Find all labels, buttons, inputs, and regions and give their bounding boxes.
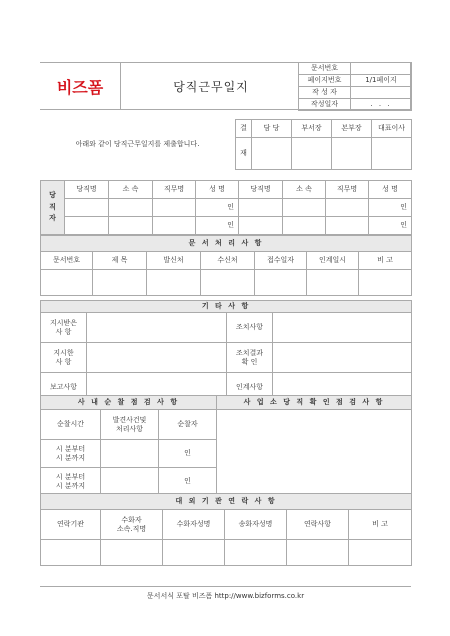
- meta-value[interactable]: 1/1페이지: [351, 75, 412, 87]
- approval-header: 대표이사: [372, 120, 412, 138]
- duty-header: 당직명: [65, 181, 109, 199]
- doc-processing-cell[interactable]: [307, 270, 359, 296]
- patrol-header: 순찰시간: [41, 410, 101, 440]
- duty-cell[interactable]: [283, 217, 326, 235]
- seal-mark: 인: [196, 217, 239, 235]
- duty-header: 소 속: [283, 181, 326, 199]
- external-header: 연락사항: [287, 510, 349, 540]
- approval-header: 부서장: [292, 120, 332, 138]
- external-cell[interactable]: [163, 540, 225, 566]
- doc-processing-cell[interactable]: [359, 270, 412, 296]
- patrol-cell[interactable]: [101, 440, 159, 468]
- doc-processing-header: 제 목: [93, 252, 147, 270]
- other-cell[interactable]: [87, 343, 227, 373]
- approval-side-bottom: 재: [236, 138, 252, 170]
- other-cell[interactable]: [273, 313, 412, 343]
- external-header: 연락기관: [41, 510, 101, 540]
- approval-sign-cell[interactable]: [292, 138, 332, 170]
- approval-sign-cell[interactable]: [372, 138, 412, 170]
- doc-processing-table: [40, 235, 412, 296]
- section-title: 기 타 사 항: [41, 301, 412, 313]
- seal-mark: 인: [369, 199, 412, 217]
- document-meta-table: [298, 62, 412, 111]
- duty-cell[interactable]: [65, 199, 109, 217]
- approval-table: [235, 119, 412, 170]
- other-cell[interactable]: [87, 313, 227, 343]
- doc-processing-cell[interactable]: [93, 270, 147, 296]
- approval-header: 본부장: [332, 120, 372, 138]
- approval-sign-cell[interactable]: [332, 138, 372, 170]
- seal-mark: 인: [159, 440, 217, 468]
- external-cell[interactable]: [287, 540, 349, 566]
- meta-value[interactable]: [351, 63, 412, 75]
- duty-cell[interactable]: [109, 199, 153, 217]
- meta-label: 페이지번호: [299, 75, 351, 87]
- patrol-header: 발견사건및 처리사항: [101, 410, 159, 440]
- duty-cell[interactable]: [109, 217, 153, 235]
- duty-cell[interactable]: [65, 217, 109, 235]
- meta-label: 작성일자: [299, 99, 351, 111]
- seal-mark: 인: [196, 199, 239, 217]
- external-header: 송화자성명: [225, 510, 287, 540]
- external-cell[interactable]: [101, 540, 163, 566]
- duty-cell[interactable]: [153, 199, 196, 217]
- duty-cell[interactable]: [326, 217, 369, 235]
- other-label: 지시한 사 항: [41, 343, 87, 373]
- document-title: 당직근무일지: [120, 63, 301, 109]
- seal-mark: 인: [369, 217, 412, 235]
- patrol-header: 순찰자: [159, 410, 217, 440]
- patrol-cell[interactable]: [101, 468, 159, 496]
- other-label: 지시받은 사 항: [41, 313, 87, 343]
- doc-processing-header: 비 고: [359, 252, 412, 270]
- duty-cell[interactable]: [153, 217, 196, 235]
- patrol-time: 시 분부터 시 분까지: [41, 440, 101, 468]
- section-title: 사 내 순 찰 점 검 사 항: [41, 396, 217, 410]
- doc-processing-header: 접수일자: [255, 252, 307, 270]
- other-cell[interactable]: [273, 343, 412, 373]
- doc-processing-cell[interactable]: [255, 270, 307, 296]
- duty-table: [40, 180, 412, 235]
- patrol-table: [40, 395, 412, 496]
- duty-side-label: [41, 181, 65, 235]
- meta-label: 작 성 자: [299, 87, 351, 99]
- doc-processing-header: 수신처: [201, 252, 255, 270]
- external-contacts-table: [40, 493, 412, 566]
- meta-value[interactable]: . . .: [351, 99, 412, 111]
- doc-processing-header: 인계일시: [307, 252, 359, 270]
- patrol-time: 시 분부터 시 분까지: [41, 468, 101, 496]
- other-label: 보고사항: [41, 373, 87, 403]
- duty-header: 성 명: [369, 181, 412, 199]
- duty-side-char: 당: [49, 190, 56, 199]
- doc-processing-header: 문서번호: [41, 252, 93, 270]
- brand-logo: 비즈폼: [56, 77, 104, 97]
- header-block: [40, 62, 411, 110]
- duty-cell[interactable]: [283, 199, 326, 217]
- external-cell[interactable]: [41, 540, 101, 566]
- site-inspection-cell[interactable]: [217, 410, 412, 496]
- meta-label: 문서번호: [299, 63, 351, 75]
- duty-header: 소 속: [109, 181, 153, 199]
- doc-processing-cell[interactable]: [147, 270, 201, 296]
- approval-sign-cell[interactable]: [252, 138, 292, 170]
- duty-side-char: 자: [49, 214, 56, 223]
- section-title: 사 업 소 당 직 확 인 점 검 사 항: [217, 396, 412, 410]
- external-header: 비 고: [349, 510, 412, 540]
- duty-header: 직무명: [153, 181, 196, 199]
- seal-mark: 인: [159, 468, 217, 496]
- other-matters-table: [40, 300, 412, 403]
- section-title: 문 서 처 리 사 항: [41, 236, 412, 252]
- doc-processing-header: 발신처: [147, 252, 201, 270]
- doc-processing-cell[interactable]: [41, 270, 93, 296]
- external-header: 수화자성명: [163, 510, 225, 540]
- duty-header: 직무명: [326, 181, 369, 199]
- other-label: 인계사항: [227, 373, 273, 403]
- duty-cell[interactable]: [326, 199, 369, 217]
- approval-side-top: 결: [236, 120, 252, 138]
- duty-cell[interactable]: [239, 199, 283, 217]
- external-cell[interactable]: [225, 540, 287, 566]
- duty-header: 당직명: [239, 181, 283, 199]
- footer-text: 문서서식 포탈 비즈폼 http://www.bizforms.co.kr: [40, 586, 411, 601]
- other-label: 조치결과 확 인: [227, 343, 273, 373]
- meta-value[interactable]: [351, 87, 412, 99]
- intro-text: 아래와 같이 당직근무일지를 제출합니다.: [75, 140, 200, 148]
- duty-cell[interactable]: [239, 217, 283, 235]
- approval-header: 담 당: [252, 120, 292, 138]
- external-cell[interactable]: [349, 540, 412, 566]
- duty-side-char: 직: [49, 202, 56, 211]
- doc-processing-cell[interactable]: [201, 270, 255, 296]
- external-header: 수화자 소속.직명: [101, 510, 163, 540]
- duty-header: 성 명: [196, 181, 239, 199]
- other-label: 조치사항: [227, 313, 273, 343]
- section-title: 대 외 기 관 연 락 사 항: [41, 494, 412, 510]
